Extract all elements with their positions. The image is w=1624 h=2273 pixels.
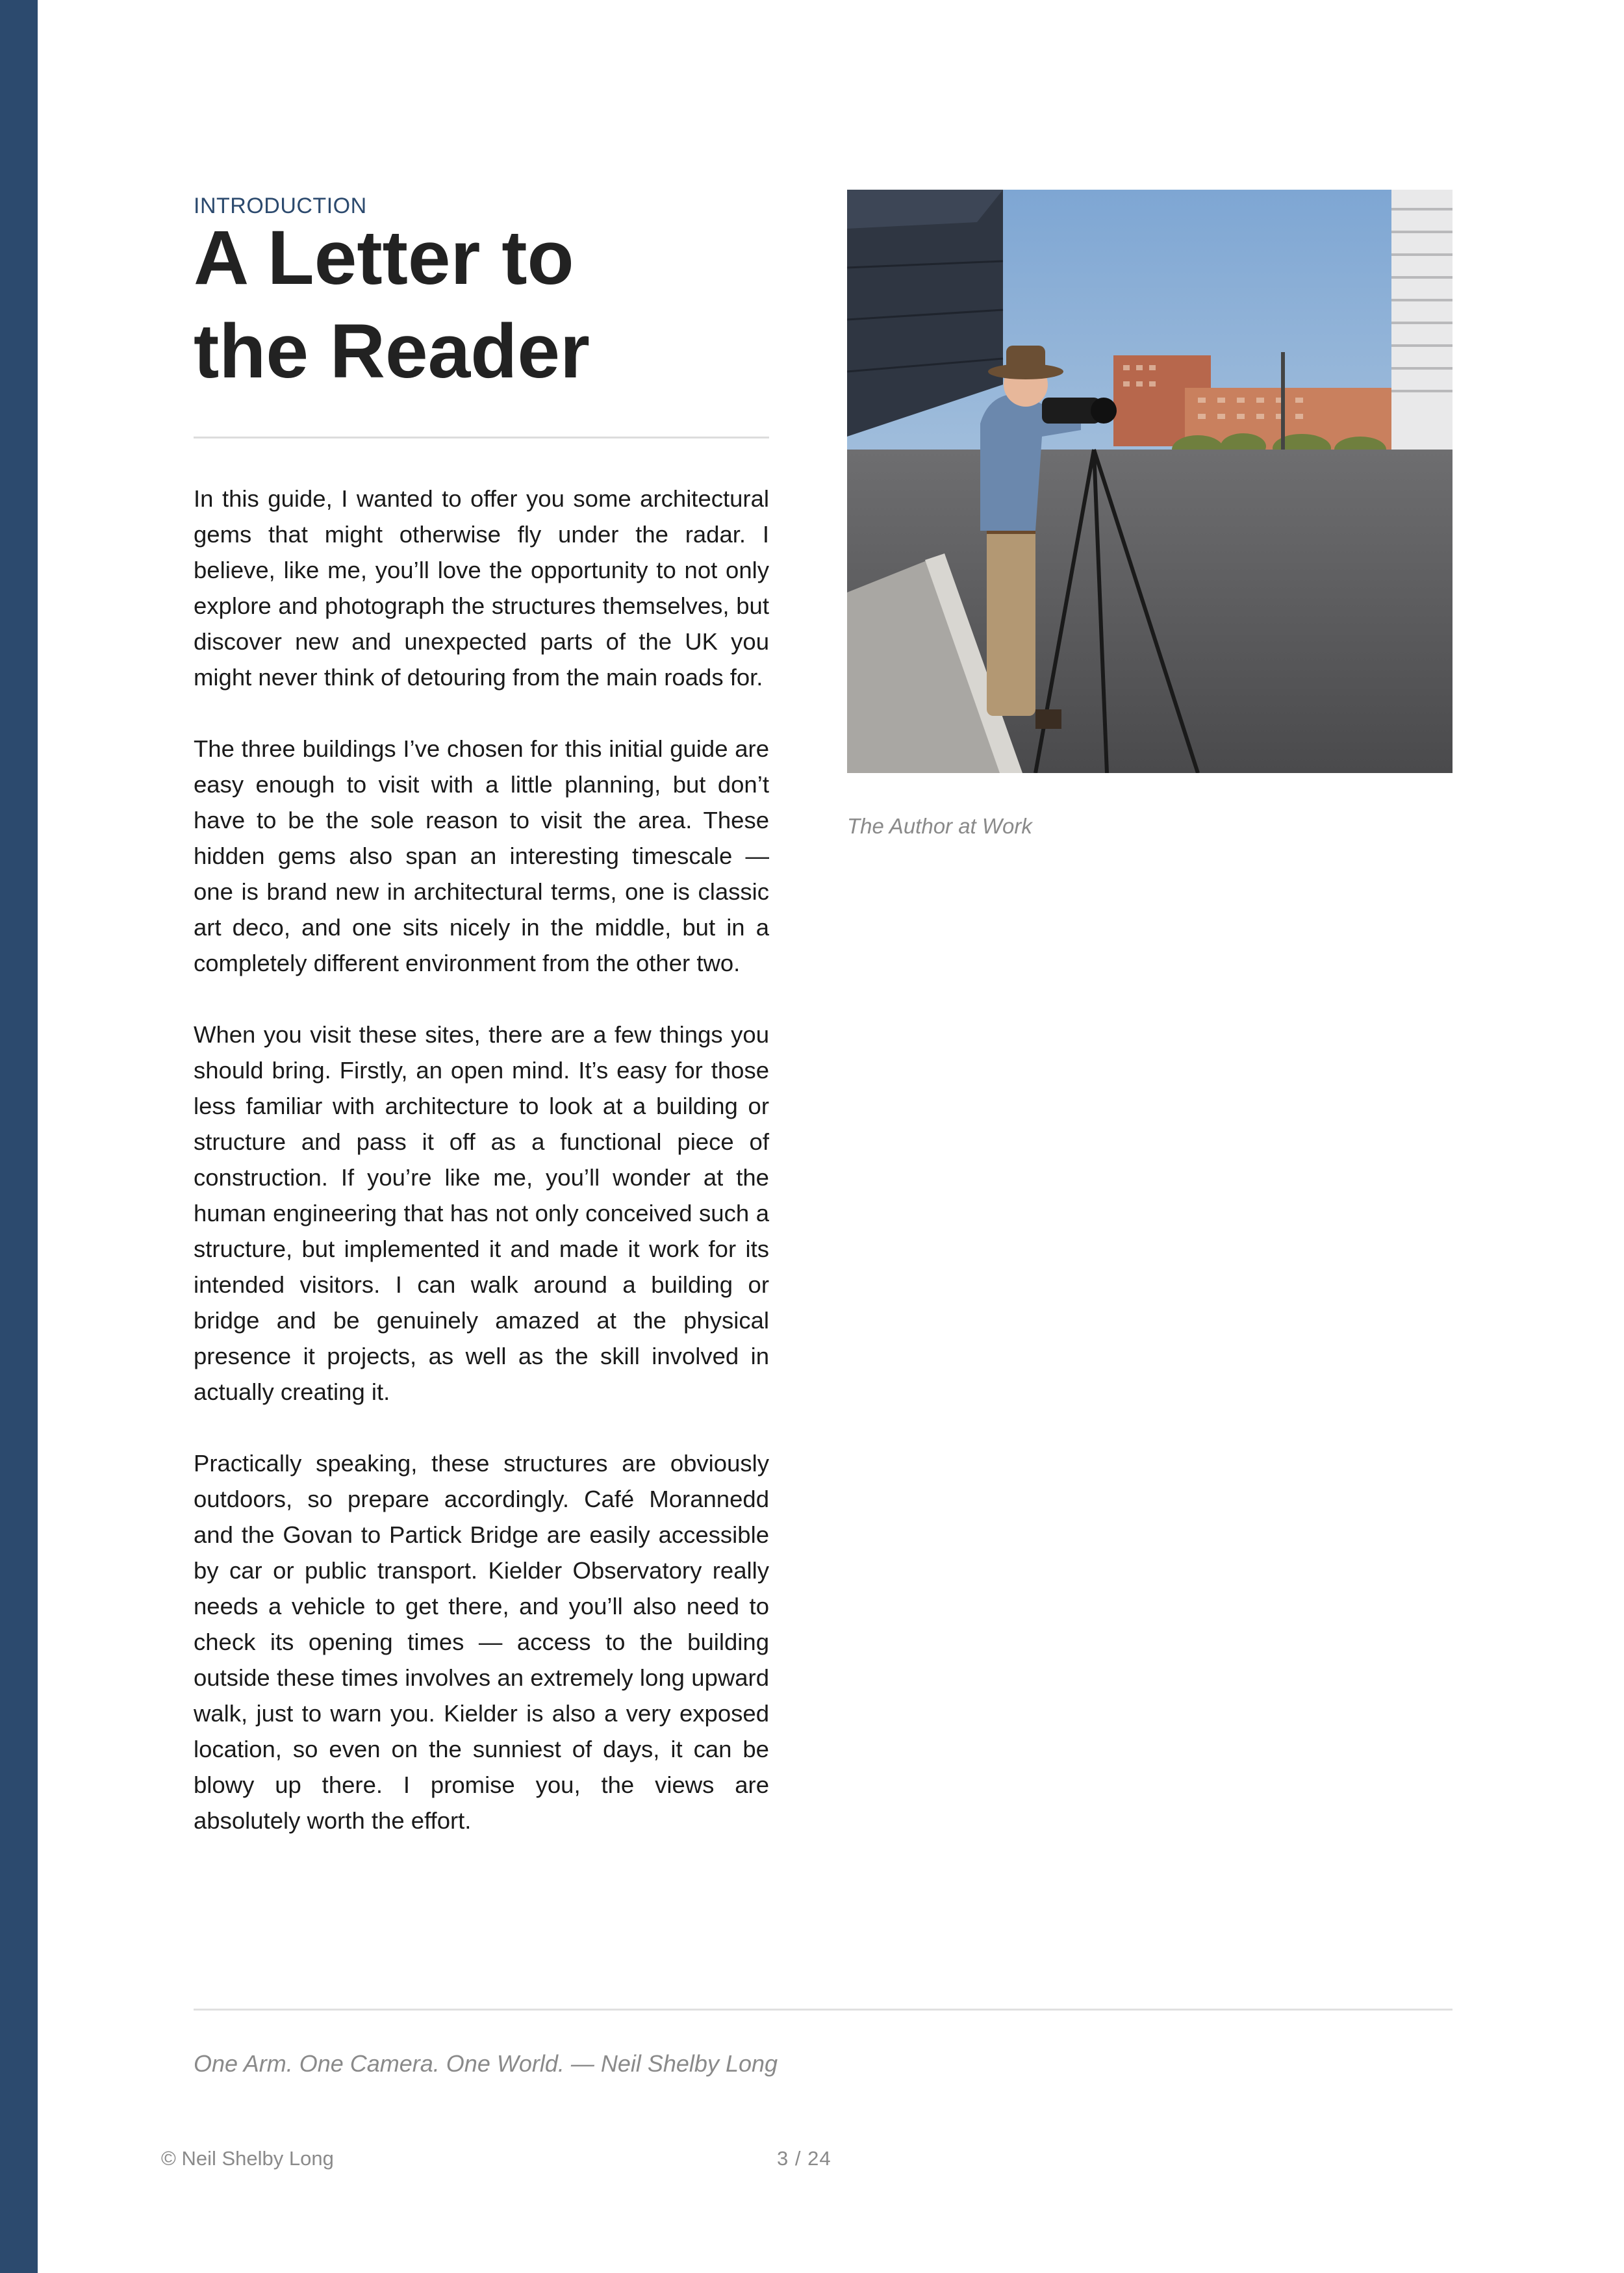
title-line-1: A Letter to — [194, 215, 574, 301]
section-kicker: INTRODUCTION — [194, 194, 367, 218]
copyright-notice: © Neil Shelby Long — [161, 2147, 334, 2170]
footer-divider — [194, 2009, 1453, 2011]
photo-caption: The Author at Work — [847, 814, 1032, 838]
page-title — [194, 211, 778, 398]
title-line-2: the Reader — [194, 309, 590, 394]
body-paragraph: In this guide, I wanted to offer you some architectural gems that might otherwise fly under the radar. I believe, like me, you’ll love the opportunity to not only explore and photograph the structures themselves, but discover new and unexpected parts of the UK you might never think of detouring from the main roads for. — [194, 485, 769, 691]
title-divider — [194, 437, 769, 438]
page-spine-bar — [0, 0, 38, 2273]
page-number: 3 / 24 — [777, 2147, 831, 2170]
author-photo — [847, 190, 1453, 773]
author-photo-illustration — [847, 190, 1453, 773]
body-paragraph: Practically speaking, these structures are obviously outdoors, so prepare accordingly. Café Morannedd and the Govan to Partick Bridge are easily accessible by car or public transport. Kielder Observatory really needs a vehicle to get there, and you’ll also need to check its opening times — access to the building outside these times involves an extremely long upward walk, just to warn you. Kielder is also a very exposed location, so even on the sunniest of days, it can be blowy up there. I promise you, the views are absolutely worth the effort. — [194, 1450, 769, 1834]
tagline: One Arm. One Camera. One World. — Neil Shelby Long — [194, 2050, 778, 2077]
letter-body — [194, 481, 769, 1838]
body-paragraph: The three buildings I’ve chosen for this initial guide are easy enough to visit with a little planning, but don’t have to be the sole reason to visit the area. These hidden gems also span an interesting timescale — one is brand new in architectural terms, one is classic art deco, and one sits nicely in the middle, but in a completely different environment from the other two. — [194, 735, 769, 976]
body-paragraph: When you visit these sites, there are a few things you should bring. Firstly, an open mind. It’s easy for those less familiar with architecture to look at a building or structure and pass it off as a functional piece of construction. If you’re like me, you’ll wonder at the human engineering that has not only conceived such a structure, but implemented it and made it work for its intended visitors. I can walk around a building or bridge and be genuinely amazed at the physical presence it projects, as well as the skill involved in actually creating it. — [194, 1021, 769, 1405]
